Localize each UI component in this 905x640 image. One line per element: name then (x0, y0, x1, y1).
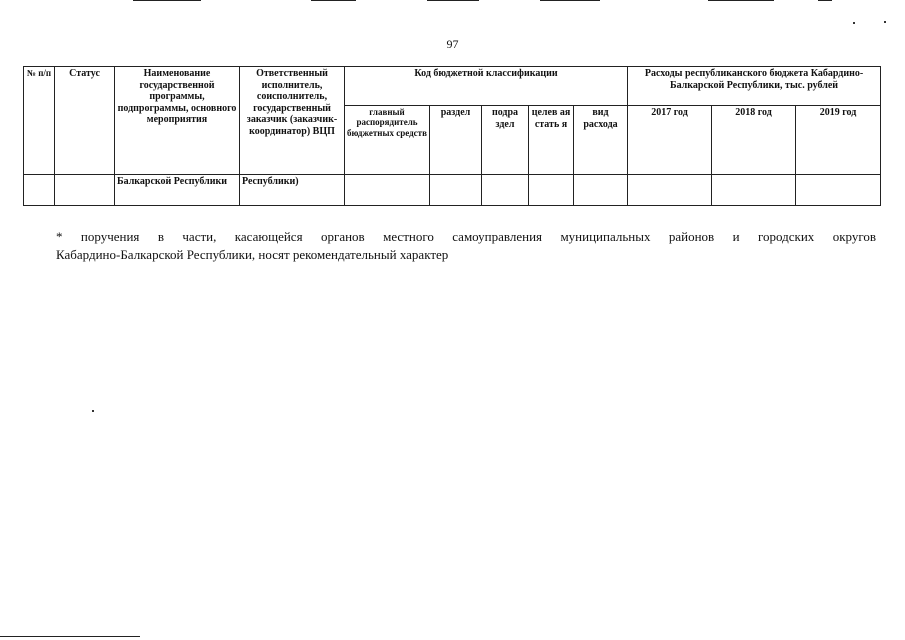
scan-artifact-dot (853, 22, 855, 24)
scan-artifact-line (0, 636, 140, 637)
header-expense-type: вид расхода (574, 106, 628, 175)
header-num: № п/п (24, 67, 55, 175)
cell-subsection (482, 175, 529, 206)
cell-2018 (712, 175, 796, 206)
cell-status (55, 175, 115, 206)
cell-expense-type (574, 175, 628, 206)
table-row (24, 175, 881, 206)
header-expenses: Расходы республиканского бюджета Кабардино-Балкарской Республики, тыс. рублей (628, 67, 881, 106)
scan-artifact-line (818, 0, 832, 1)
cell-target-article (529, 175, 574, 206)
header-year-2018: 2018 год (712, 106, 796, 175)
header-program-name: Наименование государственной программы, подпрограммы, основного мероприятия (115, 67, 240, 175)
header-target-article: целев ая стать я (529, 106, 574, 175)
header-subsection: подра здел (482, 106, 529, 175)
header-year-2019: 2019 год (796, 106, 881, 175)
page-number: 97 (446, 37, 459, 51)
scan-artifact-line (708, 0, 774, 1)
budget-table (23, 66, 881, 206)
footnote (56, 228, 876, 264)
header-main-manager: главный распорядитель бюджетных средств (345, 106, 430, 175)
scan-artifact-dot (884, 21, 886, 23)
header-year-2017: 2017 год (628, 106, 712, 175)
header-status: Статус (55, 67, 115, 175)
scan-artifact-dot (92, 410, 94, 412)
scan-artifact-line (540, 0, 600, 1)
header-section: раздел (430, 106, 482, 175)
cell-2019 (796, 175, 881, 206)
cell-executor: Республики) (240, 175, 345, 206)
cell-main-manager (345, 175, 430, 206)
scan-artifact-line (427, 0, 479, 1)
table-header-row (24, 67, 881, 106)
cell-program-name: Балкарской Республики (115, 175, 240, 206)
scan-artifact-line (311, 0, 356, 1)
cell-2017 (628, 175, 712, 206)
footnote-line-1: * поручения в части, касающейся органов местного самоуправления муниципальных районов и городских округов (56, 229, 876, 244)
cell-num (24, 175, 55, 206)
header-budget-code: Код бюджетной классификации (345, 67, 628, 106)
cell-section (430, 175, 482, 206)
header-executor: Ответственный исполнитель, соисполнитель, государственный заказчик (заказчик-координатор) ВЦП (240, 67, 345, 175)
footnote-line-2: Кабардино-Балкарской Республики, носят рекомендательный характер (56, 247, 449, 262)
scan-artifact-line (133, 0, 201, 1)
